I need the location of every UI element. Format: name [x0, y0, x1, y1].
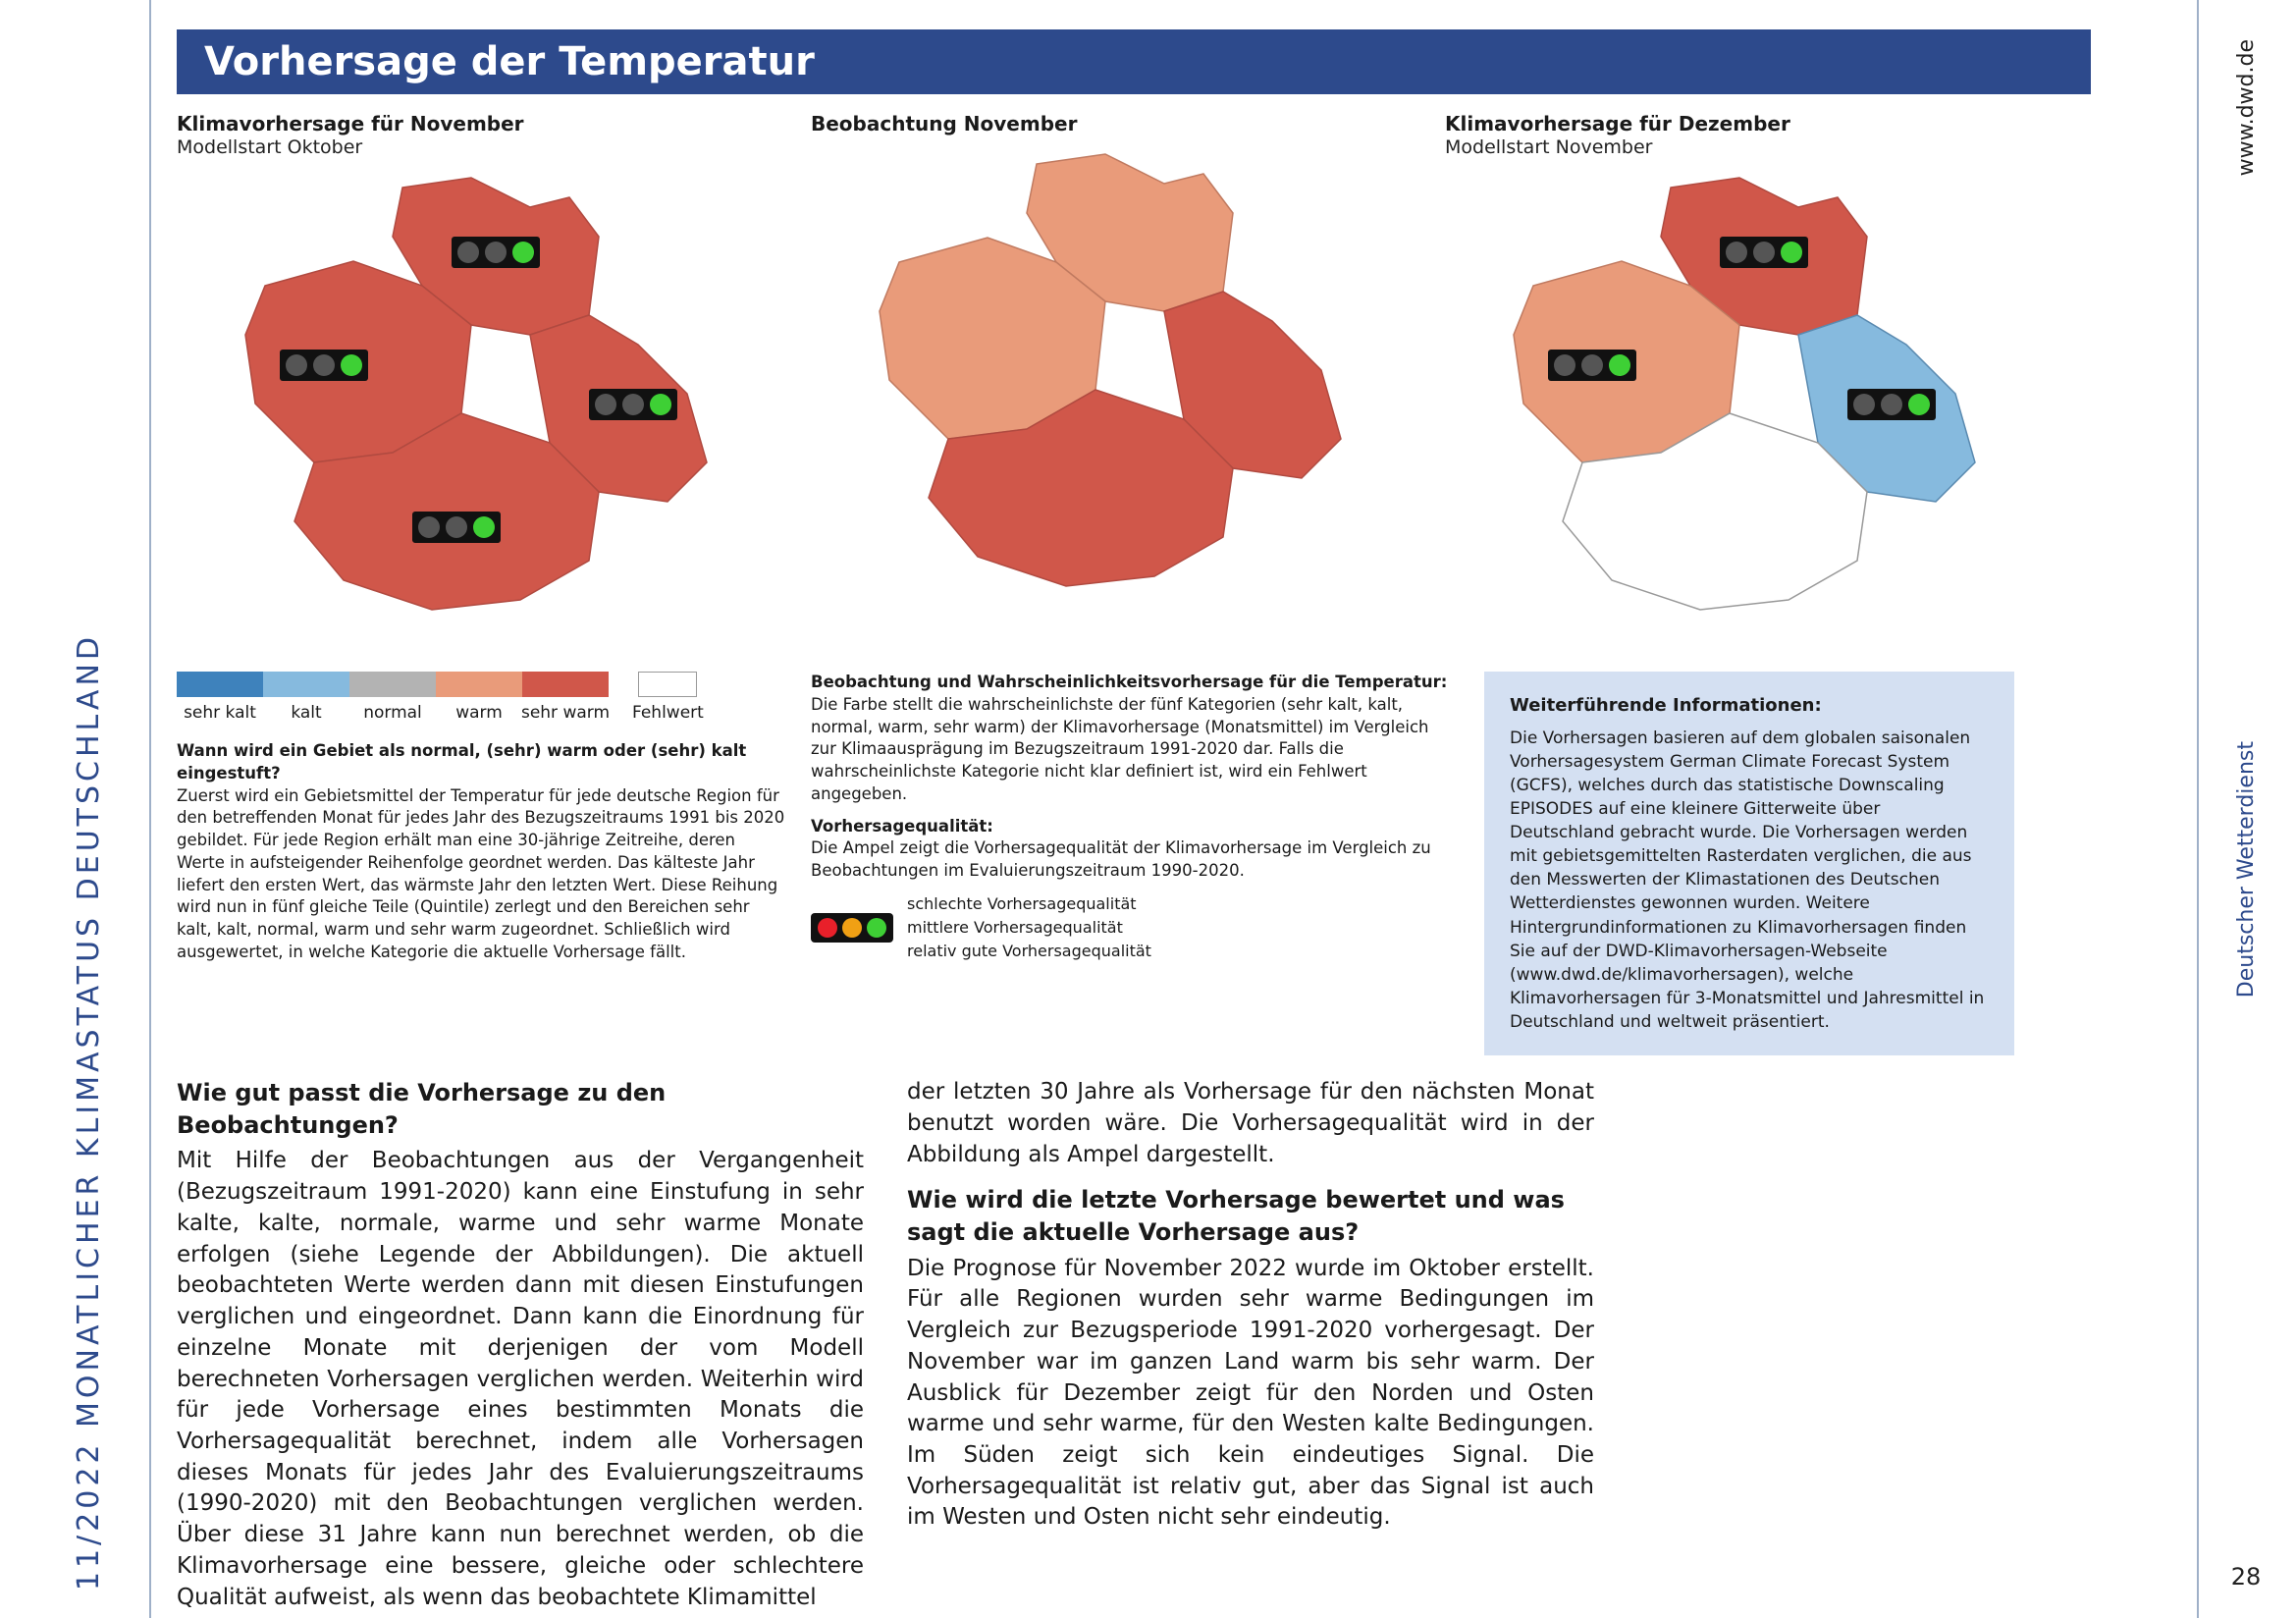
quality-labels: [907, 892, 1151, 963]
legend-column: [177, 672, 785, 1055]
issue-sidebar: [39, 39, 137, 1591]
germany-map-forecast-december: [1445, 168, 2034, 629]
map-title: Klimavorhersage für November: [177, 112, 524, 135]
quality-label-medium: mittlere Vorhersagequalität: [907, 917, 1123, 937]
traffic-lamp: [457, 242, 479, 263]
traffic-light-red: [818, 918, 837, 938]
traffic-lamp: [1609, 354, 1630, 376]
section-title: Vorhersage der Temperatur: [177, 29, 2091, 94]
traffic-light: [1548, 350, 1636, 381]
traffic-lamp: [446, 516, 467, 538]
footer-org: Deutscher Wetterdienst: [2233, 741, 2259, 998]
traffic-lamp: [341, 354, 362, 376]
map-panel-forecast-november: [177, 112, 785, 662]
legend-item-kalt: kalt: [263, 672, 349, 723]
quality-legend: [811, 892, 1459, 963]
column-text: Die Prognose für November 2022 wurde im Oktober erstellt. Für alle Regionen wurden sehr warme Bedingungen im Vergleich zur Bezugsperiode 1991-2020 vorhergesagt. Der November war im ganzen Land warm bis sehr warm. Der Ausblick für Dezember zeigt für den Norden und Osten warme und sehr warme, für den Westen kalte Bedingungen. Im Süden zeigt sich kein eindeutiges Signal. Die Vorhersagequalität ist relativ gut, aber das Signal ist auch im Westen und Osten nicht sehr eindeutig.: [907, 1255, 1594, 1531]
right-rule: [2197, 0, 2199, 1618]
left-rule: [149, 0, 151, 1618]
legend-item-warm: warm: [436, 672, 522, 723]
maps-row: [177, 112, 2179, 662]
map-subtitle: Modellstart Oktober: [177, 136, 363, 158]
text-column-2: [907, 1077, 1594, 1618]
issue-title: 11/2022 MONATLICHER KLIMASTATUS DEUTSCHLAND: [71, 632, 106, 1591]
quality-label-good: relativ gute Vorhersagequalität: [907, 941, 1151, 960]
traffic-lamp: [622, 394, 644, 415]
column-heading: Wie wird die letzte Vorhersage bewertet und was sagt die aktuelle Vorhersage aus?: [907, 1186, 1565, 1247]
text-columns: [177, 1077, 2179, 1618]
text-column-1: [177, 1077, 864, 1618]
legend-swatch: [638, 672, 697, 697]
traffic-lamp: [1753, 242, 1775, 263]
traffic-lamp: [1581, 354, 1603, 376]
traffic-lamp: [1726, 242, 1747, 263]
box-text: Die Farbe stellt die wahrscheinlichste der fünf Kategorien (sehr kalt, kalt, normal, warm, sehr warm) der Klimavorhersage (Monatsmittel) im Vergleich zur Klimaausprägung im Bezugszeitraum 1991-2020 dar. Falls die wahrscheinlichste Kategorie nicht klar definiert ist, wird ein Fehlwert angegeben.: [811, 694, 1429, 803]
traffic-lamp: [1881, 394, 1902, 415]
column-heading: Wie gut passt die Vorhersage zu den Beobachtungen?: [177, 1079, 667, 1140]
map-panel-observation-november: [811, 112, 1419, 662]
box-heading: Beobachtung und Wahrscheinlichkeitsvorhersage für die Temperatur:: [811, 673, 1448, 691]
traffic-light-icon: [811, 913, 893, 943]
traffic-lamp: [473, 516, 495, 538]
legend-swatch: [349, 672, 436, 697]
legend-swatch: [177, 672, 263, 697]
box-heading: Wann wird ein Gebiet als normal, (sehr) warm oder (sehr) kalt eingestuft?: [177, 741, 747, 782]
germany-map-forecast-november: [177, 168, 766, 629]
traffic-lamp: [1781, 242, 1802, 263]
traffic-light: [412, 512, 501, 543]
info-box: [1484, 672, 2014, 1055]
box-heading: Vorhersagequalität:: [811, 816, 993, 836]
traffic-lamp: [1908, 394, 1930, 415]
box-text: Die Ampel zeigt die Vorhersagequalität der Klimavorhersage im Vergleich zu Beobachtungen im Evaluierungszeitraum 1990-2020.: [811, 838, 1431, 881]
legend-swatch: [436, 672, 522, 697]
map-title: Beobachtung November: [811, 112, 1078, 135]
column-text: der letzten 30 Jahre als Vorhersage für den nächsten Monat benutzt worden wäre. Die Vorhersagequalität wird in der Abbildung als Ampel dargestellt.: [907, 1079, 1594, 1167]
map-panel-forecast-december: [1445, 112, 2054, 662]
legend-item-sehr-kalt: sehr kalt: [177, 672, 263, 723]
explanation-box-categories: [177, 740, 785, 964]
germany-map-observation-november: [811, 144, 1400, 606]
color-legend: [177, 672, 785, 723]
quality-label-bad: schlechte Vorhersagequalität: [907, 893, 1137, 913]
footer-url[interactable]: www.dwd.de: [2233, 39, 2259, 177]
legend-item-fehlwert: Fehlwert: [632, 672, 704, 723]
box-text: Zuerst wird ein Gebietsmittel der Temperatur für jede deutsche Region für den betreffenden Monat für jedes Jahr des Bezugszeitraums 1991 bis 2020 gebildet. Für jede Region erhält man eine 30-jährige Zeitreihe, deren Werte in aufsteigender Reihenfolge geordnet werden. Das kälteste Jahr liefert den ersten Wert, das wärmste Jahr den letzten Wert. Diese Reihung wird nun in fünf gleiche Teile (Quintile) zerlegt und den Bereichen sehr kalt, kalt, normal, warm und sehr warm zugeordnet. Schließlich wird ausgewertet, in welche Kategorie die aktuelle Vorhersage fällt.: [177, 785, 785, 961]
column-text: Mit Hilfe der Beobachtungen aus der Vergangenheit (Bezugszeitraum 1991-2020) kann eine Einstufung in sehr kalte, kalte, normale, warme und sehr warme Monate erfolgen (siehe Legende der Abbildungen). Die aktuell beobachteten Werte werden dann mit diesen Einstufungen verglichen und eingeordnet. Dann kann die Einordnung für einzelne Monate mit derjenigen der vom Modell berechneten Vorhersagen verglichen werden. Weiterhin wird für jede Vorhersage eines bestimmten Monats die Vorhersagequalität berechnet, indem alle Vorhersagen dieses Monats für jedes Jahr des Evaluierungszeitraums (1990-2020) mit den Beobachtungen verglichen werden. Über diese 31 Jahre kann nun berechnet werden, ob die Klimavorhersage eine bessere, gleiche oder schlechtere Qualität aufweist, als wenn das beobachtete Klimamittel: [177, 1148, 864, 1610]
legend-swatch: [522, 672, 609, 697]
traffic-lamp: [1554, 354, 1575, 376]
traffic-light: [1720, 237, 1808, 268]
traffic-light: [280, 350, 368, 381]
page-footer: [2207, 39, 2285, 1591]
legend-swatch: [263, 672, 349, 697]
traffic-light-amber: [842, 918, 862, 938]
traffic-lamp: [485, 242, 507, 263]
traffic-light: [452, 237, 540, 268]
page-number: 28: [2230, 1563, 2262, 1591]
traffic-lamp: [512, 242, 534, 263]
traffic-lamp: [1853, 394, 1875, 415]
traffic-lamp: [595, 394, 616, 415]
traffic-light: [589, 389, 677, 420]
map-subtitle: Modellstart November: [1445, 136, 1653, 158]
traffic-lamp: [418, 516, 440, 538]
page-content: [177, 29, 2179, 1610]
traffic-light-green: [867, 918, 886, 938]
legend-and-boxes: [177, 672, 2179, 1055]
legend-item-normal: normal: [349, 672, 436, 723]
explanation-box-quality: [811, 672, 1459, 1055]
traffic-lamp: [286, 354, 307, 376]
traffic-lamp: [650, 394, 671, 415]
legend-item-sehr-warm: sehr warm: [522, 672, 609, 723]
info-text: Die Vorhersagen basieren auf dem globalen saisonalen Vorhersagesystem German Climate Forecast System (GCFS), welches durch das statistische Downscaling EPISODES auf eine kleinere Gitterweite über Deutschland gebracht wurde. Die Vorhersagen werden mit gebietsgemittelten Rasterdaten verglichen, die aus den Messwerten der Klimastationen des Deutschen Wetterdienstes gewonnen wurden. Weitere Hintergrundinformationen zu Klimavorhersagen finden Sie auf der DWD-Klimavorhersagen-Webseite (www.dwd.de/klimavorhersagen), welche Klimavorhersagen für 3-Monatsmittel und Jahresmittel in Deutschland und weltweit präsentiert.: [1510, 728, 1985, 1033]
map-title: Klimavorhersage für Dezember: [1445, 112, 1790, 135]
traffic-lamp: [313, 354, 335, 376]
info-heading: Weiterführende Informationen:: [1510, 695, 1822, 716]
traffic-light: [1847, 389, 1936, 420]
